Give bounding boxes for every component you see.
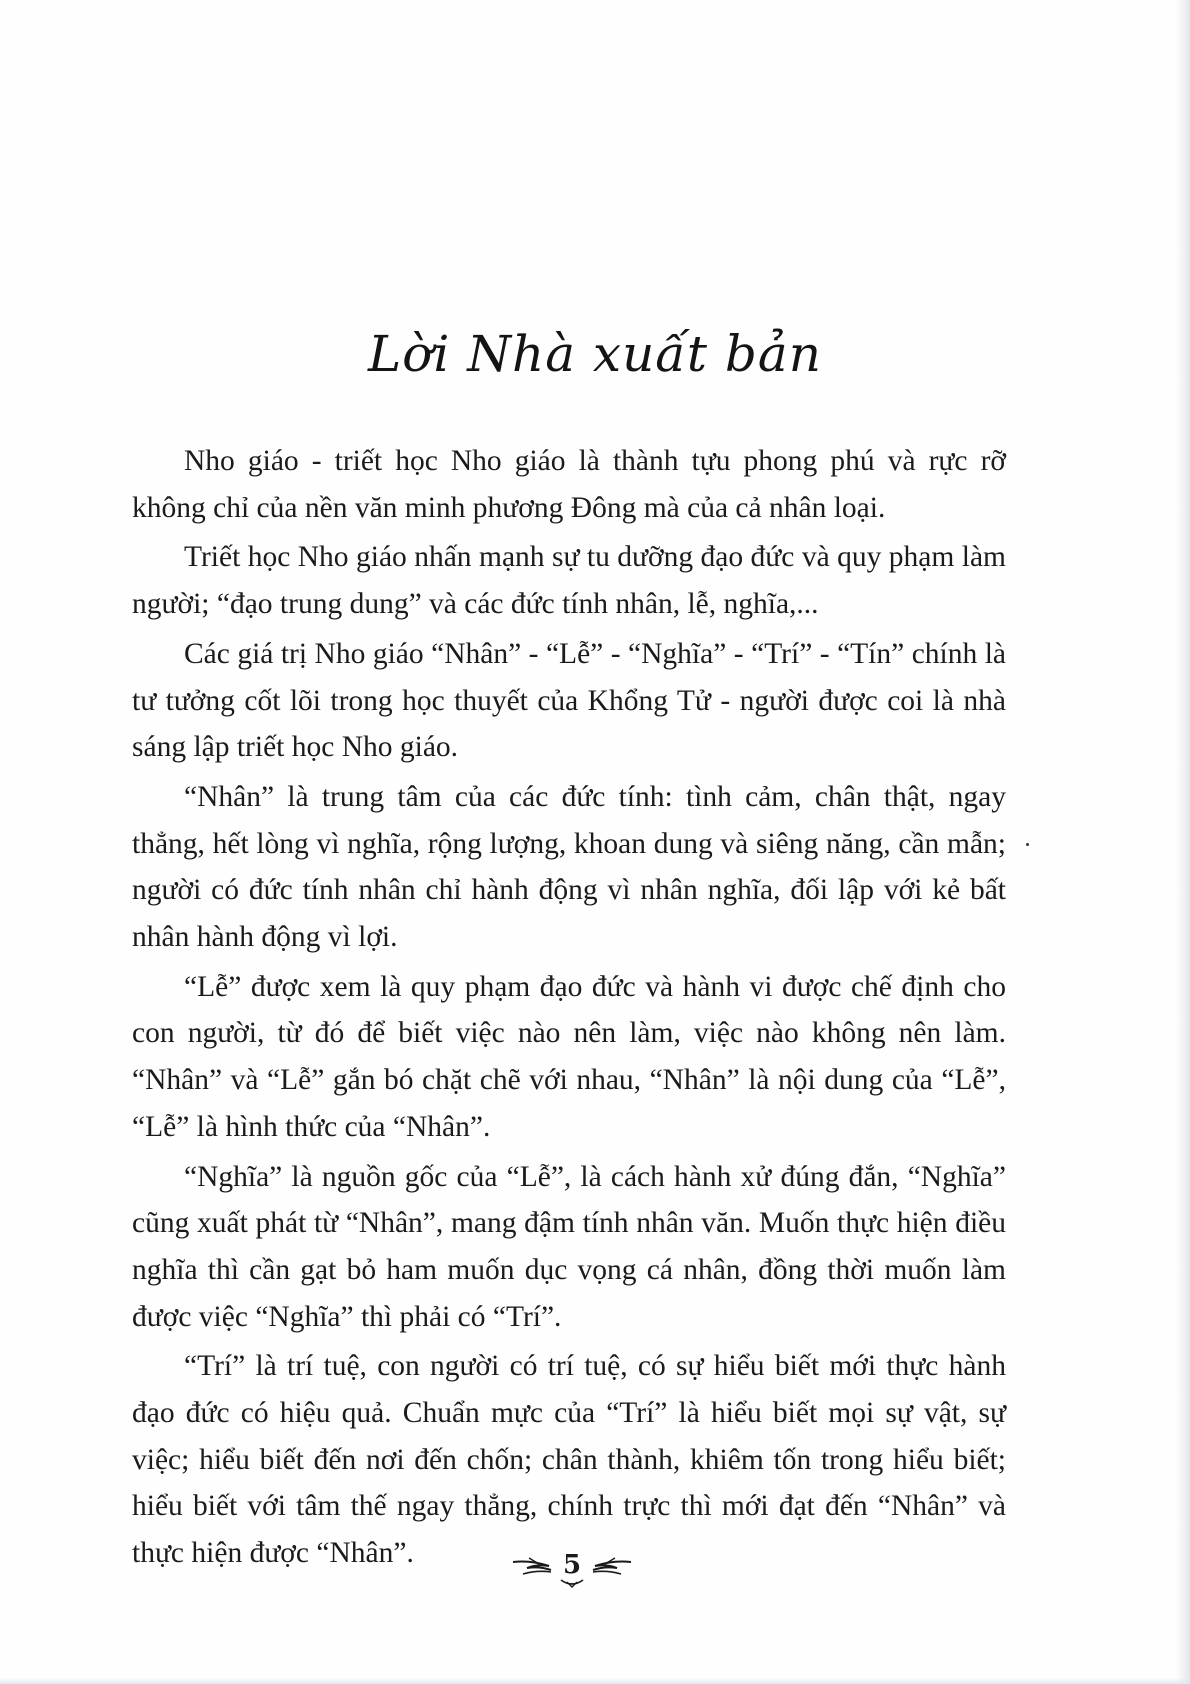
paragraph: Các giá trị Nho giáo “Nhân” - “Lễ” - “Nghĩa” - “Trí” - “Tín” chính là tư tưởng cốt lõi trong học thuyết của Khổng Tử - người được coi là nhà sáng lập triết học Nho giáo. bbox=[132, 637, 1006, 764]
paragraph: “Lễ” được xem là quy phạm đạo đức và hành vi được chế định cho con người, từ đó để biết việc nào nên làm, việc nào không nên làm. “Nhân” và “Lễ” gắn bó chặt chẽ với nhau, “Nhân” là nội dung của “Lễ”, “Lễ” là hình thức của “Nhân”. bbox=[132, 970, 1006, 1143]
page-edge-shadow bbox=[1176, 0, 1190, 1684]
paragraph: Triết học Nho giáo nhấn mạnh sự tu dưỡng đạo đức và quy phạm làm người; “đạo trung dung” và các đức tính nhân, lễ, nghĩa,... bbox=[132, 541, 1006, 621]
paragraph: “Nghĩa” là nguồn gốc của “Lễ”, là cách hành xử đúng đắn, “Nghĩa” cũng xuất phát từ “Nhân”, mang đậm tính nhân văn. Muốn thực hiện điều nghĩa thì cần gạt bỏ ham muốn dục vọng cá nhân, đồng thời muốn làm được việc “Nghĩa” thì phải có “Trí”. bbox=[132, 1160, 1006, 1333]
paragraph: Nho giáo - triết học Nho giáo là thành tựu phong phú và rực rỡ không chỉ của nền văn minh phương Đông mà của cả nhân loại. bbox=[132, 445, 1006, 524]
page-number: 5 bbox=[562, 1550, 582, 1580]
paragraph: “Nhân” là trung tâm của các đức tính: tình cảm, chân thật, ngay thẳng, hết lòng vì nghĩa, rộng lượng, khoan dung và siêng năng, cần mẫn; người có đức tính nhân chỉ hành động vì nhân nghĩa, đối lập với kẻ bất nhân hành động vì lợi. bbox=[132, 780, 1006, 954]
page-title: Lời Nhà xuất bản bbox=[368, 325, 822, 383]
body-text bbox=[132, 438, 1006, 1580]
paragraph: “Trí” là trí tuệ, con người có trí tuệ, có sự hiểu biết mới thực hành đạo đức có hiệu quả. Chuẩn mực của “Trí” là hiểu biết mọi sự vật, sự việc; hiểu biết đến nơi đến chốn; chân thành, khiêm tốn trong hiểu biết; hiểu biết với tâm thế ngay thẳng, chính trực thì mới đạt đến “Nhân” và thực hiện được “Nhân”. bbox=[132, 1350, 1006, 1570]
page-bottom-shadow bbox=[0, 1678, 1190, 1684]
print-speck bbox=[1026, 843, 1029, 846]
page-number-block bbox=[509, 1548, 635, 1588]
